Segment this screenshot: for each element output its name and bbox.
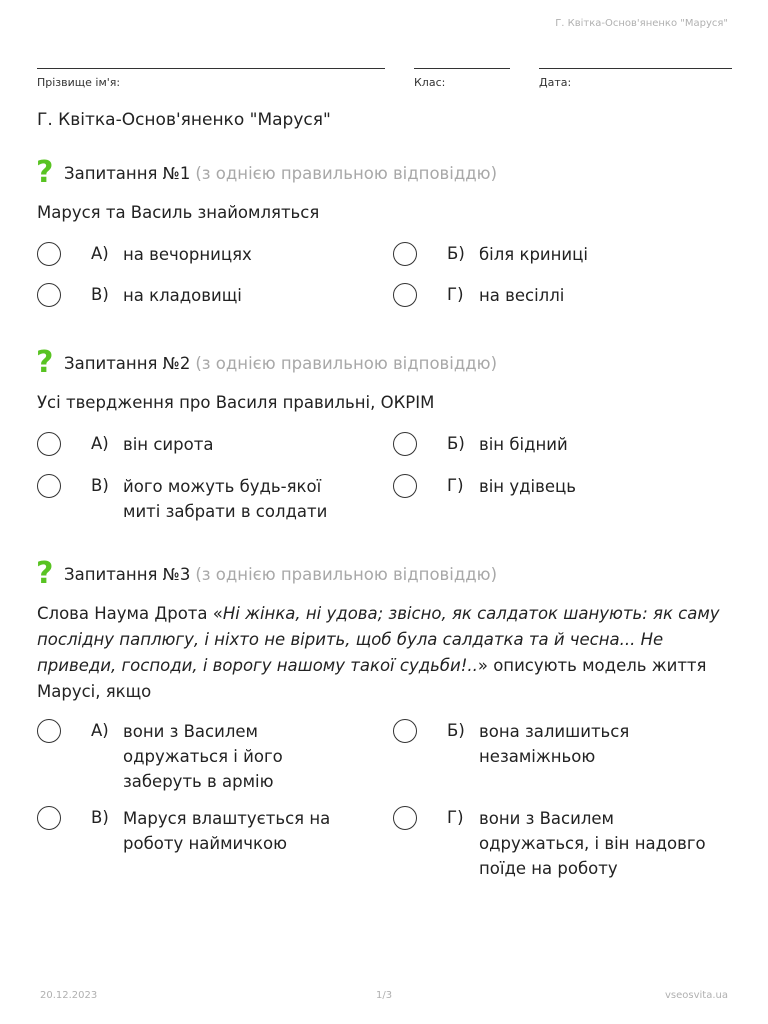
answer-option-g[interactable] xyxy=(393,283,733,313)
option-letter: В) xyxy=(91,285,109,304)
question-label: Запитання №3 xyxy=(64,564,191,584)
option-letter: А) xyxy=(91,434,109,453)
question-mark-icon: ? xyxy=(36,345,54,380)
option-text: вони з Василем одружаться і його заберуть в армію xyxy=(123,722,283,791)
radio-circle-icon[interactable] xyxy=(37,242,61,266)
question-label: Запитання №1 xyxy=(64,163,191,183)
answer-option-a[interactable] xyxy=(37,242,377,272)
option-text: на вечорницях xyxy=(123,245,252,264)
answer-option-b[interactable] xyxy=(393,719,733,766)
stem-text-end: » описують модель життя Марусі, якщо xyxy=(37,656,707,701)
option-letter: Г) xyxy=(447,476,464,495)
radio-circle-icon[interactable] xyxy=(393,432,417,456)
radio-circle-icon[interactable] xyxy=(393,474,417,498)
answer-option-v[interactable] xyxy=(37,806,377,853)
answer-option-b[interactable] xyxy=(393,432,733,462)
radio-circle-icon[interactable] xyxy=(37,283,61,307)
document-title: Г. Квітка-Основ'яненко "Маруся" xyxy=(37,110,331,130)
radio-circle-icon[interactable] xyxy=(393,806,417,830)
option-letter: Г) xyxy=(447,285,464,304)
answer-option-g[interactable] xyxy=(393,806,733,878)
footer-page-number: 1/3 xyxy=(376,990,393,1001)
answer-option-v[interactable] xyxy=(37,474,377,521)
option-letter: А) xyxy=(91,244,109,263)
option-text: він удівець xyxy=(479,477,576,496)
radio-circle-icon[interactable] xyxy=(393,283,417,307)
footer-site-link[interactable]: vseosvita.ua xyxy=(665,990,728,1001)
question-3-stem xyxy=(37,601,737,705)
radio-circle-icon[interactable] xyxy=(393,719,417,743)
question-type: (з однією правильною відповіддю) xyxy=(195,163,498,183)
stem-text: Слова Наума Дрота « xyxy=(37,604,223,623)
radio-circle-icon[interactable] xyxy=(37,474,61,498)
radio-circle-icon[interactable] xyxy=(37,432,61,456)
question-1-stem: Маруся та Василь знайомляться xyxy=(37,203,320,222)
radio-circle-icon[interactable] xyxy=(37,719,61,743)
date-line[interactable] xyxy=(539,68,732,69)
question-1-header xyxy=(36,155,498,190)
option-letter: Г) xyxy=(447,808,464,827)
question-3-header xyxy=(36,556,498,591)
option-text: на кладовищі xyxy=(123,286,242,305)
footer-date: 20.12.2023 xyxy=(40,990,98,1001)
stem-quote: Ні жінка, ні удова; звісно, як салдаток шанують: як саму послідну паплюгу, і ніхто не вірить, щоб була салдатка та й чесна... Не приведи, господи, і ворогу нашому такої судьби!.. xyxy=(37,604,720,675)
header-title: Г. Квітка-Основ'яненко "Маруся" xyxy=(555,18,728,29)
option-text: вони з Василем одружаться, і він надовго поїде на роботу xyxy=(479,809,706,878)
option-text: його можуть будь-якої миті забрати в солдати xyxy=(123,477,328,521)
option-letter: Б) xyxy=(447,244,465,263)
answer-option-a[interactable] xyxy=(37,719,377,791)
option-text: вона залишиться незаміжньою xyxy=(479,722,630,766)
answer-option-a[interactable] xyxy=(37,432,377,462)
question-mark-icon: ? xyxy=(36,155,54,190)
option-text: Маруся влаштується на роботу наймичкою xyxy=(123,809,331,853)
option-letter: В) xyxy=(91,808,109,827)
class-label: Клас: xyxy=(414,76,446,89)
option-text: він бідний xyxy=(479,435,568,454)
radio-circle-icon[interactable] xyxy=(393,242,417,266)
question-2-stem: Усі твердження про Василя правильні, ОКРІМ xyxy=(37,393,435,412)
option-letter: А) xyxy=(91,721,109,740)
name-line[interactable] xyxy=(37,68,385,69)
option-text: біля криниці xyxy=(479,245,588,264)
date-label: Дата: xyxy=(539,76,572,89)
answer-option-v[interactable] xyxy=(37,283,377,313)
radio-circle-icon[interactable] xyxy=(37,806,61,830)
question-2-header xyxy=(36,345,498,380)
option-text: він сирота xyxy=(123,435,214,454)
question-label: Запитання №2 xyxy=(64,353,191,373)
answer-option-g[interactable] xyxy=(393,474,733,504)
option-letter: Б) xyxy=(447,721,465,740)
question-mark-icon: ? xyxy=(36,556,54,591)
answer-option-b[interactable] xyxy=(393,242,733,272)
class-line[interactable] xyxy=(414,68,510,69)
option-text: на весіллі xyxy=(479,286,565,305)
name-label: Прізвище ім'я: xyxy=(37,76,121,89)
option-letter: Б) xyxy=(447,434,465,453)
question-type: (з однією правильною відповіддю) xyxy=(195,353,498,373)
option-letter: В) xyxy=(91,476,109,495)
question-type: (з однією правильною відповіддю) xyxy=(195,564,498,584)
